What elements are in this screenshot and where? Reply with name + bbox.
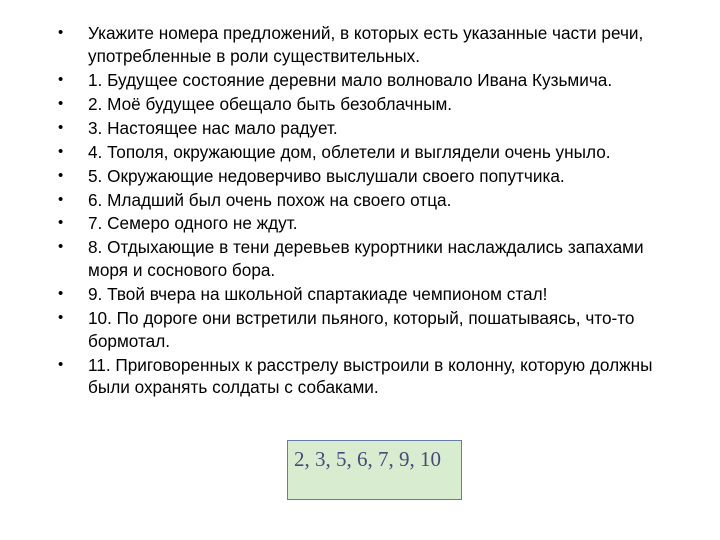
list-item-text: 10. По дороге они встретили пьяного, который, пошатываясь, что-то бормотал. <box>88 308 635 351</box>
list-item <box>58 93 670 116</box>
bullet-icon: • <box>58 166 64 184</box>
answer-text: 2, 3, 5, 6, 7, 9, 10 <box>294 447 441 471</box>
list-item-text: 5. Окружающие недоверчиво выслушали своего попутчика. <box>88 165 565 186</box>
list-item <box>58 165 670 188</box>
list-item-text: 2. Моё будущее обещало быть безоблачным. <box>88 93 453 114</box>
bullet-icon: • <box>58 94 64 112</box>
bullet-icon: • <box>58 238 64 256</box>
list-item-text: 8. Отдыхающие в тени деревьев курортники наслаждались запахами моря и соснового бора. <box>88 237 644 281</box>
list-item <box>58 69 670 92</box>
list-item-text: 3. Настоящее нас мало радует. <box>88 117 338 138</box>
bullet-icon: • <box>58 355 64 373</box>
bullet-icon: • <box>58 142 64 160</box>
list-item-text: 7. Семеро одного не ждут. <box>88 213 298 234</box>
list-item <box>58 117 670 140</box>
list-item-text: 4. Тополя, окружающие дом, облетели и выглядели очень уныло. <box>88 141 611 162</box>
list-item <box>58 212 670 235</box>
bullet-icon: • <box>58 214 64 232</box>
bullet-icon: • <box>58 190 64 208</box>
list-item <box>58 141 670 164</box>
bullet-icon: • <box>58 309 64 327</box>
bullet-icon: • <box>58 70 64 88</box>
list-item-text: Укажите номера предложений, в которых есть указанные части речи, употребленные в роли существительных. <box>88 23 644 66</box>
answer-box <box>287 440 462 500</box>
list-item <box>58 189 670 212</box>
question-list <box>58 22 670 400</box>
list-item <box>58 354 670 399</box>
bullet-icon: • <box>58 24 64 41</box>
list-item-text: 6. Младший был очень похож на своего отца. <box>88 189 452 210</box>
list-item <box>58 283 670 306</box>
list-item <box>58 22 670 67</box>
list-item <box>58 307 670 352</box>
list-item-text: 9. Твой вчера на школьной спартакиаде чемпионом стал! <box>88 284 548 305</box>
list-item-text: 1. Будущее состояние деревни мало волновало Ивана Кузьмича. <box>88 69 613 90</box>
bullet-icon: • <box>58 118 64 136</box>
list-item-text: 11. Приговоренных к расстрелу выстроили в колонну, которую должны были охранять солдаты с собаками. <box>88 354 653 398</box>
list-item <box>58 236 670 281</box>
bullet-icon: • <box>58 285 64 303</box>
